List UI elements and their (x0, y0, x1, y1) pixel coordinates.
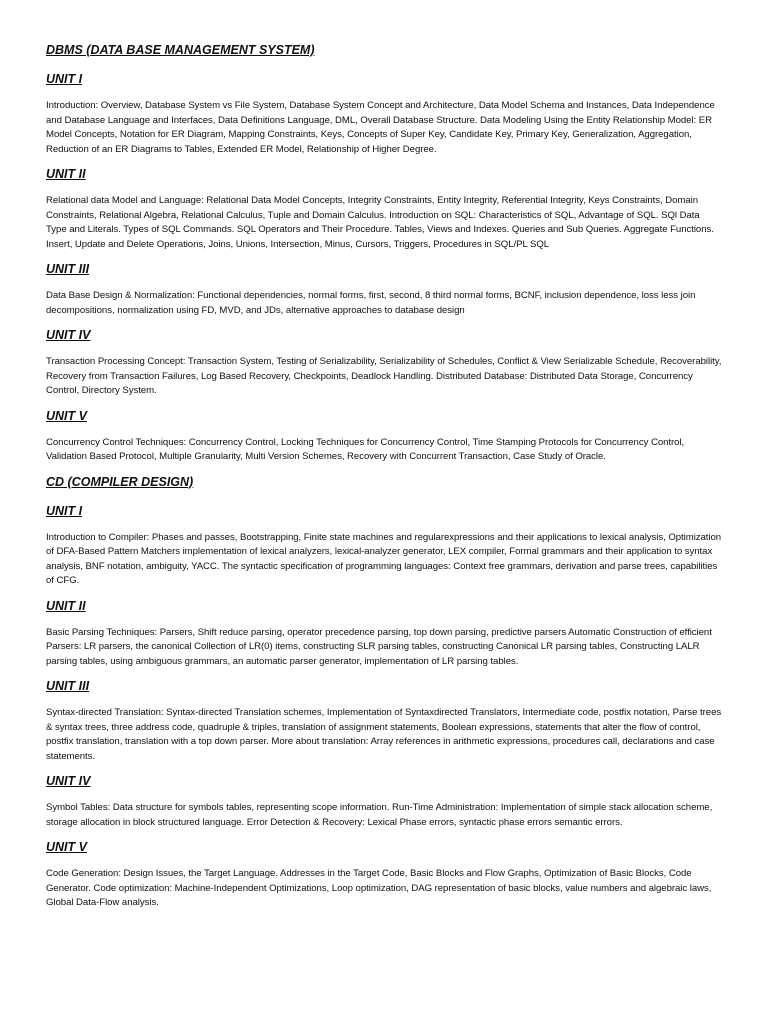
unit-title: UNIT I (46, 72, 83, 86)
subject-dbms (46, 42, 722, 465)
unit-body: Data Base Design & Normalization: Functional dependencies, normal forms, first, second, 8 third normal forms, BCNF, inclusion dependence, loss less join decompositions, normalization using FD, MVD, and JDs, alternative approaches to database design (46, 290, 696, 316)
unit-title: UNIT II (46, 167, 86, 181)
unit-body: Concurrency Control Techniques: Concurrency Control, Locking Techniques for Concurrency Control, Time Stamping Protocols for Concurrency Control, Validation Based Protocol, Multiple Granularity, Multi Version Schemes, Recovery with Concurrent Transaction, Case Study of Oracle. (46, 436, 685, 462)
unit-body: Relational data Model and Language: Relational Data Model Concepts, Integrity Constraints, Entity Integrity, Referential Integrity, Keys Constraints, Domain Constraints, Relational Algebra, Relational Calculus, Tuple and Domain Calculus. Introduction on SQL: Characteristics of SQL, Advantage of SQL. SQl Data Type and Literals. Types of SQL Commands. SQL Operators and Their Procedure. Tables, Views and Indexes. Queries and Sub Queries. Aggregate Functions. Insert, Update and Delete Operations, Joins, Unions, Intersection, Minus, Cursors, Triggers, Procedures in SQL/PL SQL (46, 195, 714, 250)
subject-title: DBMS (DATA BASE MANAGEMENT SYSTEM) (46, 43, 315, 57)
unit-body: Introduction: Overview, Database System vs File System, Database System Concept and Architecture, Data Model Schema and Instances, Data Independence and Database Language and Interfaces, Data Definitions Language, DML, Overall Database Structure. Data Modeling Using the Entity Relationship Model: ER Model Concepts, Notation for ER Diagram, Mapping Constraints, Keys, Concepts of Super Key, Candidate Key, Primary Key, Generalization, Aggregation, Reduction of an ER Diagrams to Tables, Extended ER Model, Relationship of Higher Degree. (46, 100, 715, 155)
unit-body: Transaction Processing Concept: Transaction System, Testing of Serializability, Serializability of Schedules, Conflict & View Serializable Schedule, Recoverability, Recovery from Transaction Failures, Log Based Recovery, Checkpoints, Deadlock Handling. Distributed Database: Distributed Data Storage, Concurrency Control, Directory System. (46, 356, 722, 396)
unit-title: UNIT IV (46, 774, 91, 788)
unit-title: UNIT V (46, 408, 87, 423)
unit-title: UNIT III (46, 262, 90, 276)
unit-title: UNIT V (46, 840, 87, 854)
unit-body: Symbol Tables: Data structure for symbols tables, representing scope information. Run-Time Administration: Implementation of simple stack allocation scheme, storage allocation in block structured language. Error Detection & Recovery: Lexical Phase errors, syntactic phase errors semantic errors. (46, 802, 713, 828)
unit-title: UNIT III (46, 679, 90, 693)
unit-body: Basic Parsing Techniques: Parsers, Shift reduce parsing, operator precedence parsing, top down parsing, predictive parsers Automatic Construction of efficient Parsers: LR parsers, the canonical Collection of LR(0) items, constructing SLR parsing tables, constructing Canonical LR parsing tables, Constructing LALR parsing tables, using ambiguous grammars, an automatic parser generator, implementation of LR parsing tables. (46, 626, 712, 667)
unit-title: UNIT I (46, 503, 83, 518)
unit-title: UNIT IV (46, 328, 91, 342)
unit-title: UNIT II (46, 598, 86, 613)
unit-body: Introduction to Compiler: Phases and passes, Bootstrapping, Finite state machines and regularexpressions and their applications to lexical analysis, Optimization of DFA-Based Pattern Matchers implementation of lexical analyzers, lexical-analyzer generator, LEX compiler, Formal grammars and their application to syntax analysis, BNF notation, ambiguity, YACC. The syntactic specification of programming languages: Context free grammars, derivation and parse trees, capabilities of CFG. (46, 531, 722, 586)
subject-title: CD (COMPILER DESIGN) (46, 474, 194, 489)
subject-cd (46, 474, 722, 911)
unit-body: Code Generation: Design Issues, the Target Language. Addresses in the Target Code, Basic Blocks and Flow Graphs, Optimization of Basic Blocks, Code Generator. Code optimization: Machine-Independent Optimizations, Loop optimization, DAG representation of basic blocks, value numbers and algebraic laws, Global Data-Flow analysis. (46, 868, 712, 908)
unit-body: Syntax-directed Translation: Syntax-directed Translation schemes, Implementation of Syntaxdirected Translators, Intermediate code, postfix notation, Parse trees & syntax trees, three address code, quadruple & triples, translation of assignment statements, Boolean expressions, statements that alter the flow of control, postfix translation, translation with a top down parser. More about translation: Array references in arithmetic expressions, procedures call, declarations and case statements. (46, 707, 722, 762)
